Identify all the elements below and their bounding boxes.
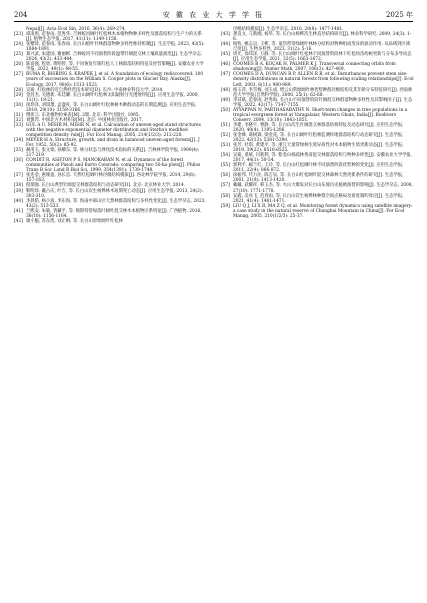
reference-number: [45]	[221, 52, 230, 58]
reference-number: [38]	[14, 183, 23, 189]
page-header	[14, 9, 413, 22]
reference-entry	[221, 133, 414, 143]
reference-text: 李晨皓, 杨小波, 李东海, 等. 海南中部山区天然林群落结构与多样性变化[J]. 生态学杂志, 2023, 43(2): 513-523.	[26, 198, 206, 209]
references-left-column	[14, 27, 207, 224]
reference-number: [47]	[221, 72, 230, 78]
reference-text: 张金峰, 葛树森, 梁金花, 等. 长白山阔叶红松林监测样地群落结构与动态研究[J]. 生态学报, 2022, 42(13): 5381-5390.	[233, 132, 404, 144]
reference-entry	[221, 183, 414, 193]
reference-entry	[14, 123, 207, 138]
reference-number: [44]	[221, 42, 230, 48]
reference-number: [55]	[221, 163, 230, 169]
reference-entry	[14, 158, 207, 173]
reference-number: [32]	[14, 117, 23, 123]
reference-entry	[221, 98, 414, 108]
page-number: 204	[14, 11, 28, 19]
reference-entry	[221, 153, 414, 163]
reference-number: [54]	[221, 153, 230, 159]
reference-entry	[221, 88, 414, 98]
reference-entry	[14, 62, 207, 72]
reference-number: [25]	[14, 52, 23, 58]
reference-number: [26]	[14, 62, 23, 68]
reference-text: GÜL A U, MISIR M, MISIR N, et al. Calculation of uneven-aged stand structures with the negative exponential diameter distribution and Sterba's modified competition density rule[J]. For Ecol Manag, 2005, 214(1/2/3): 212-220.	[26, 122, 201, 138]
journal-title: 安 徽 农 业 大 学 学 报	[162, 11, 265, 19]
reference-number: [33]	[14, 122, 23, 128]
reference-number: [53]	[221, 143, 230, 149]
publication-year: 2025 年	[385, 11, 413, 19]
reference-entry	[14, 32, 207, 42]
reference-entry	[221, 123, 414, 133]
reference-entry	[221, 108, 414, 123]
reference-text: 葛兴武, 朱建国, 谢丽彬. 吉林蛟河不同演替阶段温带针阔混交林土壤质量演变[J]. 生态学杂志, 2024, 43(2): 433-444.	[26, 52, 203, 63]
reference-text: 徐振邦, 代力民, 陈吉泉, 等. 长白山红松阔叶混交林森林天然更新条件的研究[J]. 生态学报, 2001, 21(9): 1413-1420.	[233, 173, 404, 184]
reference-number: [57]	[221, 183, 230, 189]
reference-number: [24]	[14, 42, 23, 48]
reference-text: 李建, 李晓宇, 曹静, 等. 长白山次生针阔混交林群落结构特征及动态研究[J]. 应用生态学报, 2020, 40(4): 1195-1206.	[233, 122, 404, 133]
reference-entry	[221, 173, 414, 183]
reference-number: [48]	[221, 87, 230, 93]
reference-text: 赫清玉, 张文娟, 孙耀东, 等. 林分状态与择伐技术指标的关系[J]. 吉林林学院学报, 1999(4): 217-219.	[26, 148, 200, 159]
reference-number: [59]	[221, 203, 230, 209]
reference-text: 张连金, 惠刚盈, 孙长忠. 天然红松阔叶林径级结构模拟[J]. 西北林学院学报, 2014, 29(6): 157-163.	[26, 173, 197, 184]
reference-number: [39]	[14, 188, 23, 194]
reference-number: [52]	[221, 132, 230, 138]
reference-entry	[221, 143, 414, 153]
references-right-column	[221, 27, 414, 219]
reference-number: [51]	[221, 122, 230, 128]
reference-number: [41]	[14, 208, 23, 214]
reference-text: 龚直文, 亢新刚, 杨华, 等. 长白山杨桦次生林直径结构研究[J]. 林业科学研究, 2009, 24(3): 1-6.	[233, 32, 412, 43]
reference-text: 靳明珍, 戴占庆, 叶吉, 等. 长白山次生杨桦林木短期死亡动态[J]. 应用生态学报, 2013, 24(2): 303-310.	[26, 188, 204, 199]
reference-text: 杨玉萍, 李雪梅, 刘玉成. 缙云山常绿阔叶林优势种群径级结构及其年龄分布特征研究[J]. 西南师范大学学报(自然科学版), 2000, 25(1): 62-68.	[233, 87, 413, 98]
reference-number: [42]	[14, 218, 23, 224]
reference-number: [23]	[14, 32, 23, 38]
reference-text: 陈富强, 程勇, 黄明智, 等. 不同恢复年限红松人工林群落结构特征及经营策略[J]. 安徽农业大学学报, 2022, 49(1): 48-55.	[26, 62, 204, 73]
reference-text: 径级结构模拟[J]. 生态学杂志, 2010, 29(8): 1477-1481.	[233, 27, 344, 32]
reference-text: BUMA B, BISBING S, KRAPEK J, et al. A foundation of ecology rediscovered: 100 years of succession on the William S. Cooper plots in Glacier Bay, Alaska[J]. Ecology, 2017, 98(6): 1513-1523.	[26, 72, 204, 88]
reference-number: [31]	[14, 112, 23, 118]
reference-text: AYYAPPAN N, PARTHASARATHY N. Short-term changes in tree populations in a tropical evergreen forest at Varagalaiar, Western Ghats, India[J]. Biodivers Conserv, 2004, 13(10): 1843-1851.	[233, 107, 408, 123]
reference-number: [30]	[14, 102, 23, 108]
reference-entry	[221, 42, 414, 52]
reference-text: 杨牧, 姚志良, 王彬, 等. 童热带常绿阔叶林林分结构对物种组成变异的驱动作用: 从局域到区域尺度[J]. 生物多样性, 2023, 31(2): 5-16.	[233, 42, 411, 53]
reference-text: 刘慎谔. 中国北方木材积表[M]. 北京: 中国林业出版社, 2017.	[26, 117, 143, 123]
reference-text: LIU Q J, LI X R, MA Z Q, et al. Monitoring forest dynamics using satellite imagery: a case study in the natural reserve of Changbai Mountain in China[J]. For Ecol Manag, 2005, 210(1/2/3): 25-37.	[233, 203, 413, 219]
reference-number: [58]	[221, 193, 230, 199]
reference-number: [37]	[14, 173, 23, 179]
reference-text: CONDIT R, ASHTON P S, MANOKARAN N, et al. Dynamics of the forest communities at Pasoh and Barro Colorado: comparing two 50-ha plots[J]. Philos Trans R Soc Lond B Biol Sci, 1999, 354(1391): 1739-1748.	[26, 158, 201, 174]
reference-text: COOMES D A, DUNCAN R P, ALLEN R B, et al. Disturbances prevent stem size-density distributions in natural forests from following scaling relationships[J]. Ecol Lett, 2003, 6(11): 980-989.	[233, 72, 414, 88]
reference-number: [34]	[14, 138, 23, 144]
reference-number: [40]	[14, 198, 23, 204]
reference-number: [49]	[221, 97, 230, 103]
reference-text: 吴迪. 红松林的近自然经营技术研究[D]. 长沙: 中南林业科技大学, 2014.	[26, 87, 164, 93]
reference-entry	[14, 148, 207, 158]
reference-entry	[221, 72, 414, 87]
reference-entry	[14, 52, 207, 62]
reference-text: 金昌杰, 关德新, 朱廷曜. 长白山阔叶红松林太阳辐射分光透射特征[J]. 应用生态学报, 2000, 11(1): 19-21.	[26, 92, 199, 103]
reference-number: [50]	[221, 107, 230, 113]
reference-text: 张芳, 杜琪, 黄建平, 等. 浙江天童常绿林生境异质性对木本植物生境更新动态[J]. 生态学报, 2019, 39(22): 8516-8525.	[233, 143, 404, 154]
reference-text: 戴戴, 武耀祥, 韩玉杰, 等. 火山大爆发对长白山东坡历史植被演替的影响[J]. 生态学杂志, 2008, 27(10): 1771-1778.	[233, 183, 413, 194]
reference-entry	[14, 93, 207, 103]
reference-entry	[221, 194, 414, 204]
reference-number: [36]	[14, 158, 23, 164]
reference-entry	[14, 209, 207, 219]
reference-text: 谢小魁, 苏东凯, 刘正纲, 等. 长白山原始阔叶红松林	[26, 218, 123, 224]
reference-text: 安鑫, 吴亮飞, 范春雨, 等. 长白山次生杨桦林种群空间点格局及密度制约效应[J]. 生态学报, 2021, 41(4): 1461-1471.	[233, 193, 404, 204]
reference-entry	[14, 103, 207, 113]
reference-number: [46]	[221, 62, 230, 68]
reference-text: Nepal[J]. Acta Ecol Sin, 2016, 36(4): 269-274.	[26, 27, 126, 32]
reference-text: MEYER H A. Structure, growth, and drain in balanced uneven-aged forests[J]. J For, 1952, 50(2): 85-92.	[26, 138, 200, 149]
reference-entry	[14, 199, 207, 209]
reference-text: 傅沛云. 东北植物检索表[M]. 2版. 北京: 科学出版社, 1995.	[26, 112, 140, 118]
reference-text: 谭凌照, 范春雨, 范秀华. 吉林蛟河阔叶红松林木本植物物种多样性及群落结构与生产力的关系[J]. 植物生态学报, 2017, 41(11): 1149-1156.	[26, 32, 202, 43]
reference-number: [56]	[221, 173, 230, 179]
reference-text: 李其斌, 范春雨, 赵秀海. 长白山不同演替阶段针阔混交林群落物种多样性及其影响因子[J]. 生态学报, 2022, 42(17): 7147-7155.	[233, 97, 413, 108]
reference-entry	[14, 72, 207, 87]
reference-number: [35]	[14, 148, 23, 154]
reference-entry	[14, 189, 207, 199]
reference-number: [27]	[14, 72, 23, 78]
reference-text: 兰熙安, 朱敏, 曾藏平, 等. 喀斯特常绿落叶阔叶混交林木本植物区系特征[J]. 广西植物, 2016, 36(10): 1156-1164.	[26, 208, 202, 219]
reference-entry	[14, 173, 207, 183]
reference-entry	[14, 219, 207, 224]
reference-entry	[221, 62, 414, 72]
reference-text: 倪瑞强. 长白山典型针阔混交林群落结构与动态研究[D]. 北京: 北京林业大学, 2014.	[26, 183, 186, 189]
reference-text: 周光, 徐玮泽, 万静, 等. 长白山阔叶红松林不同演替阶段林下红松幼苗幼树更新与分布多导动态[J]. 应用生态学报, 2021, 32(5): 1663-1672.	[233, 52, 412, 63]
reference-text: 张樱琦, 范春雨, 张春雨. 长白山植叶针林群落物种多样性维持机制[J]. 生态学报, 2023, 43(5): 1884-1891.	[26, 42, 205, 53]
reference-text: 吴迪, 谌斌, 闫新利, 等. 紫金山栎疏林秀清混交林群落结构与物种多样性[J]. 安徽农业大学学报, 2017, 44(1): 50-54.	[233, 153, 413, 164]
reference-entry	[14, 138, 207, 148]
reference-number: [43]	[221, 32, 230, 38]
reference-entry	[221, 32, 414, 42]
reference-entry	[221, 204, 414, 219]
reference-text: 徐玮泽, 刘琪璟, 孟盛旺, 等. 长白山阔叶红松林树木种群动态的长期监测[J]. 应用生态学报, 2018, 29(10): 3159-3166.	[26, 102, 197, 113]
reference-entry	[14, 42, 207, 52]
reference-entry	[221, 163, 414, 173]
reference-text: COOMES B A, KOÇAK H, PALMER K J. Transversal connecting orbits from shadowing[J]. Numer Math, 2007, 106(3): 427-469.	[233, 62, 396, 73]
reference-number: [28]	[14, 87, 23, 93]
reference-entry	[221, 52, 414, 62]
reference-text: 郭利平, 邮兰红, 王玲, 等. 长白山红松阔叶林不同演替阶段优势种的变化[J]. 应用生态学报, 2011, 22(4): 866-872.	[233, 163, 404, 174]
reference-number: [29]	[14, 92, 23, 98]
